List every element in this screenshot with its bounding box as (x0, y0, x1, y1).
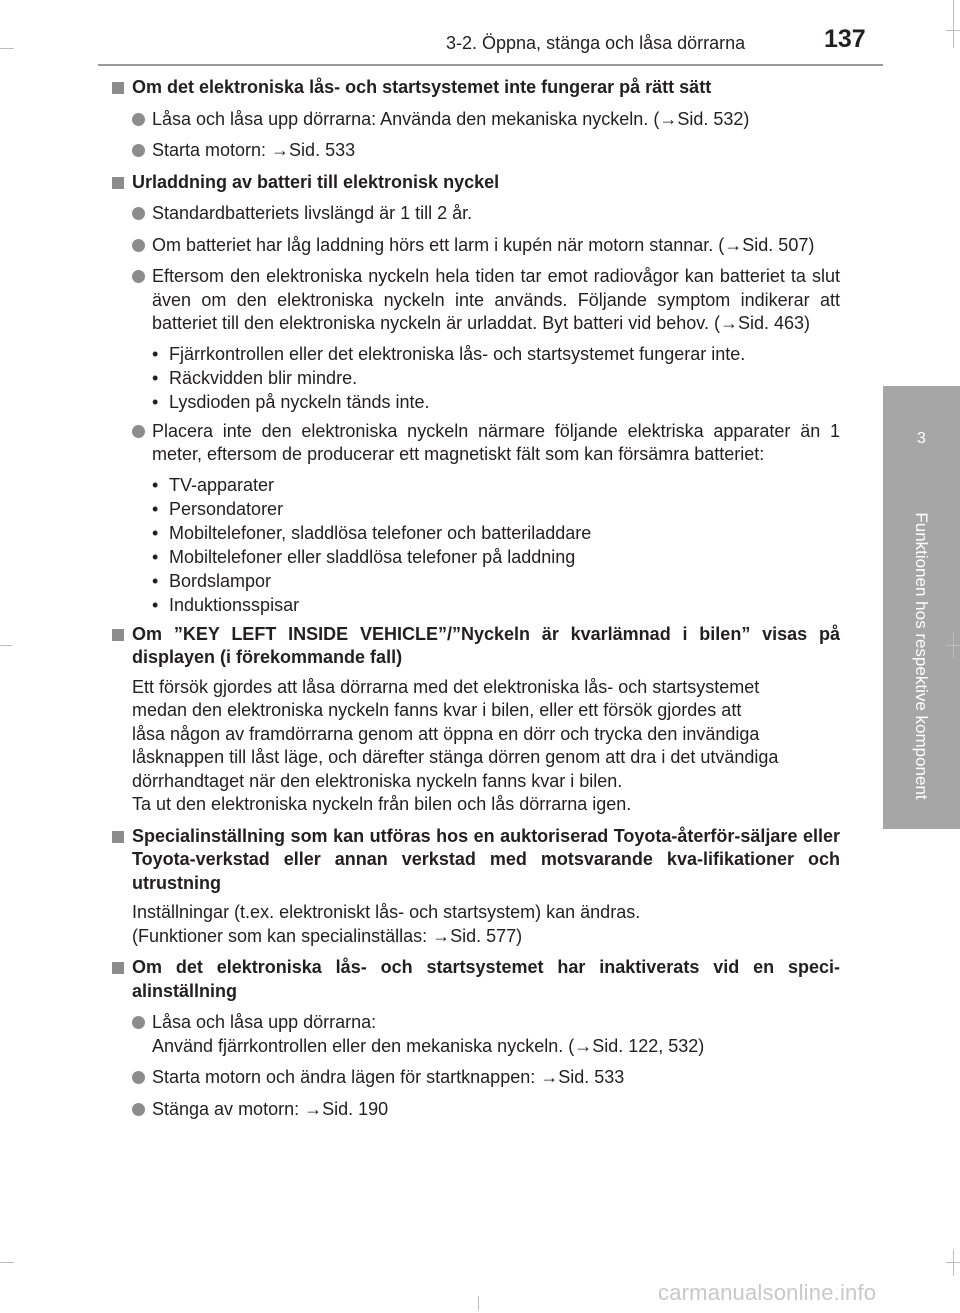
circle-bullet-icon (132, 239, 145, 252)
circle-bullet-icon (132, 1103, 145, 1116)
paragraph: Inställningar (t.ex. elektroniskt lås- och startsystem) kan ändras. (Funktioner som kan specialinställas: →Sid. 577) (132, 902, 641, 946)
crop-mark (0, 48, 14, 49)
section-key-battery-depletion (112, 171, 840, 617)
chapter-side-tab (883, 386, 960, 829)
appliance-item: • Induktionsspisar (152, 594, 300, 615)
list-item: Om batteriet har låg laddning hörs ett larm i kupén när motorn stannar. (→Sid. 507) (112, 234, 840, 258)
list-item: Låsa och låsa upp dörrarna: Använda den mekaniska nyckeln. (→Sid. 532) (112, 108, 840, 132)
page-content (112, 76, 840, 1129)
circle-bullet-icon (132, 1016, 145, 1029)
crop-mark (953, 1250, 954, 1276)
circle-bullet-icon (132, 144, 145, 157)
appliance-item: • Mobiltelefoner eller sladdlösa telefoner på laddning (152, 546, 576, 567)
list-item: Starta motorn: →Sid. 533 (112, 139, 840, 163)
chapter-title: Funktionen hos respektive komponent (912, 512, 931, 800)
circle-bullet-icon (132, 207, 145, 220)
square-bullet-icon (112, 82, 124, 94)
page-number: 137 (824, 25, 866, 53)
symptom-item: • Räckvidden blir mindre. (152, 367, 358, 388)
section-electronic-key-malfunction (112, 76, 840, 163)
circle-bullet-icon (132, 270, 145, 283)
crop-mark (478, 1296, 479, 1310)
list-item: Stänga av motorn: →Sid. 190 (112, 1098, 840, 1122)
section-system-deactivated (112, 956, 840, 1121)
appliance-item: • Persondatorer (152, 498, 284, 519)
chapter-number: 3 (917, 430, 926, 447)
section-title: 3-2. Öppna, stänga och låsa dörrarna (446, 33, 746, 53)
square-bullet-icon (112, 831, 124, 843)
list-item: Starta motorn och ändra lägen för startknappen: →Sid. 533 (112, 1066, 840, 1090)
appliance-item: • Mobiltelefoner, sladdlösa telefoner och batteriladdare (152, 522, 592, 543)
appliance-list (112, 473, 840, 617)
appliance-item: • TV-apparater (152, 474, 275, 495)
section-heading: Urladdning av batteri till elektronisk nyckel (112, 171, 840, 195)
crop-mark (0, 645, 12, 646)
symptom-item: • Lysdioden på nyckeln tänds inte. (152, 391, 430, 412)
square-bullet-icon (112, 629, 124, 641)
circle-bullet-icon (132, 425, 145, 438)
list-item: Eftersom den elektroniska nyckeln hela tiden tar emot radiovågor kan batteriet ta slut även om den elektroniska nyckeln inte används. Följande symptom indikerar att batteriet till den elektroniska nyckeln är urladdat. Byt batteri vid behov. (→Sid. 463) (112, 265, 840, 336)
page-header (0, 0, 960, 66)
symptom-list (112, 342, 840, 414)
header-divider (98, 64, 883, 66)
square-bullet-icon (112, 177, 124, 189)
crop-mark (0, 1262, 14, 1263)
section-customization (112, 825, 840, 949)
section-key-left-inside (112, 623, 840, 817)
watermark: carmanualsonline.info (658, 1280, 877, 1305)
section-heading: Om det elektroniska lås- och startsystemet inte fungerar på rätt sätt (112, 76, 840, 100)
crop-mark (953, 632, 954, 658)
list-item: Standardbatteriets livslängd är 1 till 2 år. (112, 202, 840, 226)
section-heading: Om det elektroniska lås- och startsystemet har inaktiverats vid en speci-alinställning (112, 956, 840, 1003)
paragraph: Ett försök gjordes att låsa dörrarna med det elektroniska lås- och startsystemet medan den elektroniska nyckeln fanns kvar i bilen, eller ett försök gjordes att låsa någon av framdörrarna genom att öppna en dörr och trycka den invändiga låsknappen till låst läge, och därefter stänga dörren genom att dra i det utvändiga dörrhandtaget när den elektroniska nyckeln fanns kvar i bilen. Ta ut den elektroniska nyckeln från bilen och lås dörrarna igen. (132, 676, 779, 814)
square-bullet-icon (112, 962, 124, 974)
section-heading: Om ”KEY LEFT INSIDE VEHICLE”/”Nyckeln är kvarlämnad i bilen” visas på displayen (i förekommande fall) (112, 623, 840, 670)
section-heading: Specialinställning som kan utföras hos en auktoriserad Toyota-återför-säljare eller Toyota-verkstad eller annan verkstad med motsvarande kva-lifikationer och utrustning (112, 825, 840, 896)
list-item: Placera inte den elektroniska nyckeln närmare följande elektriska apparater än 1 meter, eftersom de producerar ett magnetiskt fält som kan försämra batteriet: (112, 420, 840, 467)
circle-bullet-icon (132, 1071, 145, 1084)
symptom-item: • Fjärrkontrollen eller det elektroniska lås- och startsystemet fungerar inte. (152, 343, 746, 364)
circle-bullet-icon (132, 113, 145, 126)
list-item: Låsa och låsa upp dörrarna: Använd fjärrkontrollen eller den mekaniska nyckeln. (→Sid. 122, 532) (112, 1011, 840, 1058)
appliance-item: • Bordslampor (152, 570, 272, 591)
crop-mark (953, 0, 954, 48)
